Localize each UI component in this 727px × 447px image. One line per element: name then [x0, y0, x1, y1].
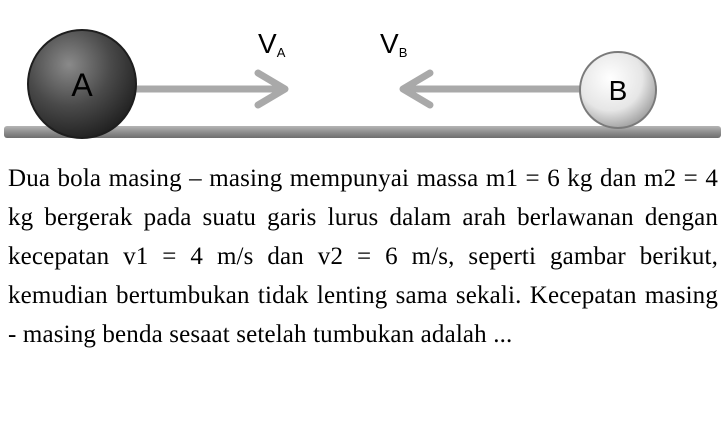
velocity-b-label	[380, 28, 407, 60]
velocity-a-subscript: A	[276, 45, 286, 60]
velocity-a-label	[258, 28, 286, 60]
velocity-b-arrow	[403, 73, 580, 105]
ball-b-label: B	[608, 75, 628, 106]
ball-a-label: A	[71, 67, 93, 103]
velocity-a-symbol: V	[258, 28, 277, 59]
problem-statement: Dua bola masing – masing mempunyai massa m1 = 6 kg dan m2 = 4 kg bergerak pada suatu garis lurus dalam arah berlawanan dengan kecepatan v1 = 4 m/s dan v2 = 6 m/s, seperti gambar berikut, kemudian bertumbukan tidak lenting sama sekali. Kecepatan masing - masing benda sesaat setelah tumbukan adalah ...	[8, 165, 718, 348]
velocity-a-arrow	[130, 73, 285, 105]
collision-diagram	[0, 0, 727, 150]
velocity-b-symbol: V	[380, 28, 399, 59]
velocity-b-subscript: B	[398, 45, 408, 60]
